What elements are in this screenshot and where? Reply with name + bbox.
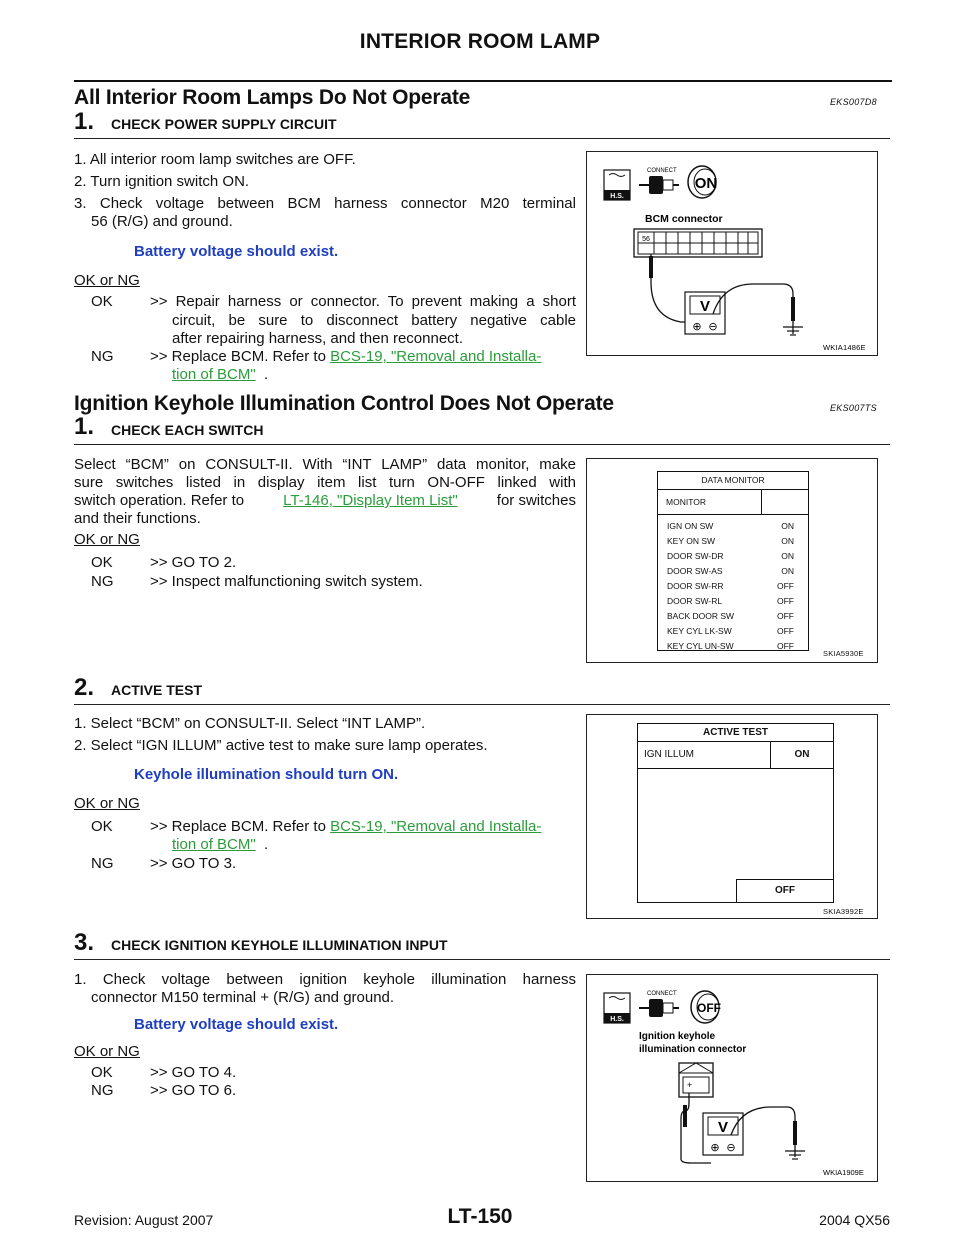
plus-terminal: ⊕ <box>710 1141 720 1154</box>
hs-label: H.S. <box>610 1016 624 1023</box>
spec-text: Battery voltage should exist. <box>134 243 339 260</box>
step-title: CHECK IGNITION KEYHOLE ILLUMINATION INPUT <box>111 937 448 953</box>
connect-icon <box>639 991 679 1017</box>
spec-text: Keyhole illumination should turn ON. <box>134 766 399 783</box>
ok-text: circuit, be sure to disconnect battery negative cable <box>172 312 576 329</box>
ng-label: NG <box>91 1082 114 1099</box>
monitor-item: DOOR SW-DR <box>667 551 724 561</box>
hs-icon <box>604 170 630 200</box>
hs-label: H.S. <box>610 193 624 200</box>
paragraph-line: sure switches listed in display item list turn ON-OFF linked with <box>74 474 576 491</box>
bcs-19-link[interactable]: BCS-19, "Removal and Installa- <box>330 348 542 365</box>
monitor-value: ON <box>781 536 794 546</box>
active-test-value: ON <box>794 749 810 760</box>
bcm-connector-figure <box>586 151 878 356</box>
ignition-off-label: OFF <box>697 1001 721 1015</box>
monitor-row <box>666 624 798 639</box>
list-item: 3. Check voltage between BCM harness connector M20 terminal <box>74 195 576 212</box>
ok-ng-label: OK or NG <box>74 531 140 548</box>
ng-text-prefix: >> Replace BCM. Refer to <box>150 348 326 365</box>
para-text: for switches <box>496 492 576 509</box>
monitor-value: OFF <box>777 626 794 636</box>
list-item: 1. Check voltage between ignition keyhole illumination harness <box>74 971 576 988</box>
title-rule <box>74 80 892 82</box>
ok-ng-label: OK or NG <box>74 1043 140 1060</box>
monitor-row <box>666 534 798 549</box>
monitor-row <box>666 579 798 594</box>
ok-text: >> GO TO 2. <box>150 554 237 571</box>
paragraph-line: and their functions. <box>74 510 201 527</box>
list-item: 56 (R/G) and ground. <box>91 213 233 230</box>
ng-label: NG <box>91 855 114 872</box>
connector-label-line2: illumination connector <box>639 1044 747 1055</box>
monitor-row <box>666 519 798 534</box>
ng-text-cont <box>172 365 268 385</box>
step-title: ACTIVE TEST <box>111 682 203 698</box>
figure-caption: SKIA3992E <box>823 907 864 916</box>
monitor-subheader: MONITOR <box>658 490 762 514</box>
section-title-text: All Interior Room Lamps Do Not Operate <box>74 86 471 109</box>
ok-label: OK <box>91 1064 113 1081</box>
monitor-value: OFF <box>777 581 794 591</box>
hs-icon <box>604 993 630 1023</box>
ng-text: >> GO TO 3. <box>150 855 237 872</box>
step-rule <box>74 704 890 705</box>
ng-label: NG <box>91 348 114 365</box>
data-monitor-header: DATA MONITOR <box>658 472 808 490</box>
bcs-19-link-cont[interactable]: tion of BCM" <box>172 366 256 383</box>
ok-ng-label: OK or NG <box>74 795 140 812</box>
figure-caption: SKIA5930E <box>823 649 864 658</box>
lt-146-link[interactable]: LT-146, "Display Item List" <box>283 492 458 509</box>
active-test-header: ACTIVE TEST <box>638 724 833 742</box>
data-monitor-screen <box>657 471 809 651</box>
ok-text-prefix: >> Replace BCM. Refer to <box>150 818 326 835</box>
step-number: 2. <box>74 674 95 701</box>
bcm-connector-diagram <box>587 152 877 355</box>
connect-label: CONNECT <box>647 168 677 174</box>
para-text: switch operation. Refer to <box>74 492 245 509</box>
active-test-item: IGN ILLUM <box>638 742 771 768</box>
figure-caption: WKIA1909E <box>823 1168 864 1177</box>
section-title-text: Ignition Keyhole Illumination Control Does Not Operate <box>74 392 614 415</box>
keyhole-connector-figure <box>586 974 878 1182</box>
monitor-item: KEY CYL UN-SW <box>667 641 734 651</box>
meter-v-label: V <box>699 298 711 315</box>
ng-text: >> Inspect malfunctioning switch system. <box>150 573 423 590</box>
plus-terminal: ⊕ <box>692 320 702 333</box>
monitor-table <box>666 519 798 654</box>
data-monitor-figure <box>586 458 878 663</box>
monitor-value: ON <box>781 521 794 531</box>
monitor-item: KEY CYL LK-SW <box>667 626 732 636</box>
monitor-value: ON <box>781 566 794 576</box>
ng-label: NG <box>91 573 114 590</box>
monitor-value: OFF <box>777 596 794 606</box>
paragraph-line <box>74 491 576 511</box>
terminal-56-label: 56 <box>642 236 650 243</box>
ok-text-cont <box>172 835 268 855</box>
off-button[interactable]: OFF <box>736 879 833 902</box>
bcm-connector <box>634 229 762 257</box>
page-title: INTERIOR ROOM LAMP <box>359 30 601 53</box>
section-code: EKS007TS <box>830 403 877 413</box>
bcs-19-link-cont[interactable]: tion of BCM" <box>172 836 256 853</box>
ng-text: >> GO TO 6. <box>150 1082 237 1099</box>
ok-text: >> GO TO 4. <box>150 1064 237 1081</box>
model-year: 2004 QX56 <box>819 1212 890 1228</box>
page-number: LT-150 <box>447 1205 513 1228</box>
minus-terminal: ⊖ <box>708 320 718 333</box>
step-title: CHECK POWER SUPPLY CIRCUIT <box>111 116 337 132</box>
ok-text <box>150 817 541 837</box>
monitor-item: IGN ON SW <box>667 521 714 531</box>
voltmeter <box>703 1113 743 1155</box>
ok-text: after repairing harness, and then reconnect. <box>172 330 464 347</box>
paragraph-line: Select “BCM” on CONSULT-II. With “INT LAMP” data monitor, make <box>74 456 576 473</box>
step-rule <box>74 138 890 139</box>
bcm-connector-label: BCM connector <box>645 213 723 225</box>
step-rule <box>74 959 890 960</box>
section-title-all-lamps <box>74 86 470 110</box>
monitor-value: OFF <box>777 611 794 621</box>
connect-label: CONNECT <box>647 991 677 997</box>
monitor-row <box>666 564 798 579</box>
monitor-row <box>666 549 798 564</box>
monitor-item: DOOR SW-RL <box>667 596 723 606</box>
keyhole-connector <box>679 1063 713 1097</box>
active-test-figure <box>586 714 878 919</box>
monitor-item: DOOR SW-AS <box>667 566 723 576</box>
list-item: 2. Select “IGN ILLUM” active test to make sure lamp operates. <box>74 737 488 754</box>
list-item: 1. All interior room lamp switches are OFF. <box>74 151 356 168</box>
section-code: EKS007D8 <box>830 97 877 107</box>
step-number: 1. <box>74 413 95 440</box>
ok-ng-label: OK or NG <box>74 272 140 289</box>
ok-label: OK <box>91 293 113 310</box>
step-number: 1. <box>74 108 95 135</box>
revision-date: Revision: August 2007 <box>74 1212 214 1228</box>
step-rule <box>74 444 890 445</box>
meter-v-label: V <box>717 1119 729 1136</box>
ng-tail: . <box>264 366 269 383</box>
ok-label: OK <box>91 554 113 571</box>
list-item: 1. Select “BCM” on CONSULT-II. Select “INT LAMP”. <box>74 715 426 732</box>
ok-text: >> Repair harness or connector. To prevent making a short <box>150 293 576 310</box>
connect-icon <box>639 168 679 194</box>
monitor-row <box>666 594 798 609</box>
ignition-on-icon <box>688 166 717 198</box>
ignition-on-label: ON <box>694 175 718 192</box>
step-title: CHECK EACH SWITCH <box>111 422 264 438</box>
monitor-item: KEY ON SW <box>667 536 716 546</box>
monitor-item: BACK DOOR SW <box>667 611 735 621</box>
keyhole-connector-diagram <box>587 975 877 1181</box>
terminal-plus-label: + <box>687 1080 693 1090</box>
connector-label-line1: Ignition keyhole <box>639 1031 716 1042</box>
ok-label: OK <box>91 818 113 835</box>
monitor-item: DOOR SW-RR <box>667 581 724 591</box>
monitor-row <box>666 609 798 624</box>
step-number: 3. <box>74 929 95 956</box>
section-title-keyhole <box>74 392 614 416</box>
figure-caption: WKIA1486E <box>823 343 866 352</box>
monitor-value: ON <box>781 551 794 561</box>
voltmeter <box>685 292 725 334</box>
list-item: 2. Turn ignition switch ON. <box>74 173 250 190</box>
minus-terminal: ⊖ <box>726 1141 736 1154</box>
ok-tail: . <box>264 836 269 853</box>
spec-text: Battery voltage should exist. <box>134 1016 339 1033</box>
bcs-19-link[interactable]: BCS-19, "Removal and Installa- <box>330 818 542 835</box>
ng-text <box>150 347 541 367</box>
monitor-row <box>666 639 798 654</box>
list-item: connector M150 terminal + (R/G) and ground. <box>91 989 395 1006</box>
active-test-screen <box>637 723 834 903</box>
monitor-value: OFF <box>777 641 794 651</box>
ignition-off-icon <box>691 991 721 1023</box>
